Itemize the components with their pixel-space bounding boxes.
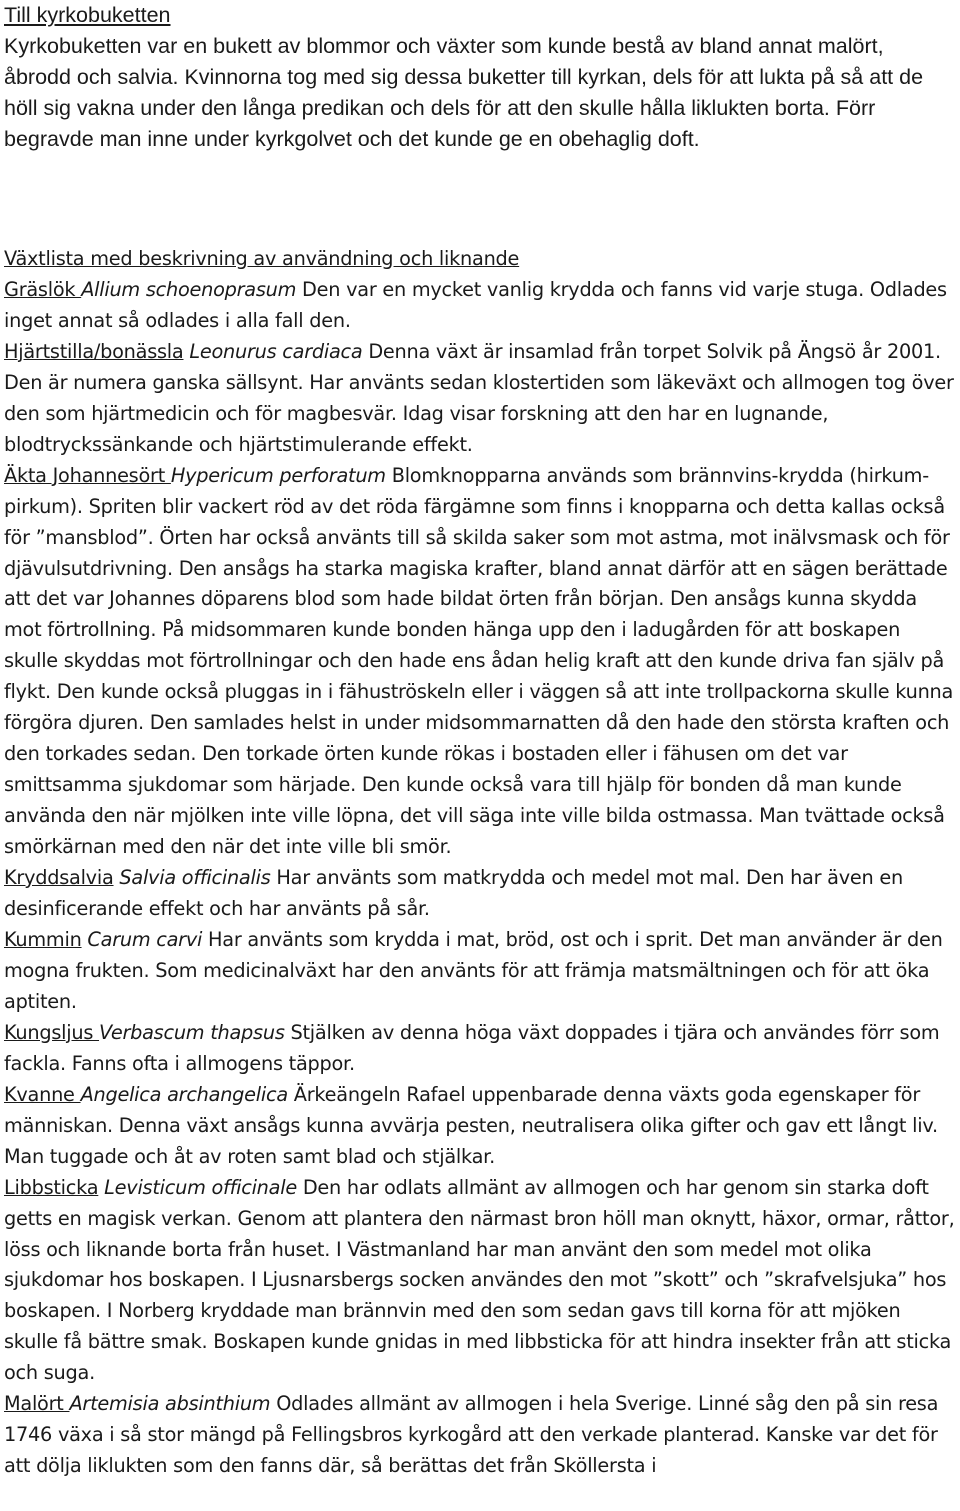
plant-name: Kvanne (4, 1082, 81, 1106)
plant-entry-kungsljus (4, 1018, 956, 1080)
plant-name: Kungsljus (4, 1020, 100, 1044)
plant-name: Äkta Johannesört (4, 463, 171, 487)
plant-entry-libbsticka (4, 1173, 956, 1390)
plant-description: Denna växt är insamlad från torpet Solvik på Ängsö år 2001. Den är numera ganska sällsynt. Har använts sedan klostertiden som läkeväxt och allmogen tog över den som hjärtmedicin och för magbesvär. Idag visar forskning att den har en lugnande, blodtryckssänkande och hjärtstimulerande effekt. (4, 339, 954, 456)
plant-entry-hjartstilla (4, 337, 956, 461)
plant-entry-johannesort (4, 461, 956, 863)
plant-description: Den var en mycket vanlig krydda och fanns vid varje stuga. Odlades inget annat så odlades i alla fall den. (4, 277, 947, 332)
section-heading-plant-list: Växtlista med beskrivning av användning och liknande (4, 247, 520, 270)
plant-description: Har använts som matkrydda och medel mot mal. Den har även en desinficerande effekt och har använts på sår. (4, 866, 903, 921)
plant-latin-name: Verbascum thapsus (99, 1020, 285, 1044)
plant-name: Gräslök (4, 277, 82, 301)
plant-description: Stjälken av denna höga växt doppades i tjära och användes förr som fackla. Fanns ofta i allmogens täppor. (4, 1020, 940, 1075)
plant-description: Har använts som krydda i mat, bröd, ost och i sprit. Det man använder är den mogna frukten. Som medicinalväxt har den använts för att främja matsmältningen och för att öka aptiten. (4, 927, 943, 1013)
kyrkobukett-section (4, 0, 954, 155)
plant-latin-name: Carum carvi (81, 927, 203, 951)
plant-name: Kryddsalvia (4, 866, 114, 890)
plant-latin-name: Angelica archangelica (80, 1082, 288, 1106)
plant-latin-name: Salvia officinalis (113, 866, 271, 890)
plant-name: Hjärtstilla/bonässla (4, 339, 184, 363)
plant-latin-name: Hypericum perforatum (170, 463, 386, 487)
plant-name: Malört (4, 1392, 70, 1416)
plant-entry-kvanne (4, 1080, 956, 1173)
plant-entry-kummin (4, 925, 956, 1018)
plant-name: Kummin (4, 927, 82, 951)
plant-entry-graslok (4, 275, 956, 337)
plant-description: Blomknopparna används som brännvins-krydda (hirkum-pirkum). Spriten blir vackert röd av det röda färgämne som finns i knopparna och detta kallas också för ”mansblod”. Örten har också använts till så skilda saker som mot astma, mot inälvsmask och för djävulsutdrivning. Den ansågs ha starka magiska krafter, bland annat därför att en sägen berättade att det var Johannes döparens blod som hade bildat örten från början. Den ansågs kunna skydda mot förtrollning. På midsommaren kunde bonden hänga upp den i ladugården för att boskapen skulle skyddas mot förtrollningar och den hade ens ådan helig kraft att den kunde driva fan själv på flykt. Den kunde också pluggas in i fähuströskeln eller i väggen så att inte trollpackorna skulle kunna förgöra djuren. Den samlades helst in under midsommarnatten då den hade den största kraften och den torkades sedan. Den torkade örten kunde rökas i bostaden eller i fähusen om det var smittsamma sjukdomar som härjade. Den kunde också vara till hjälp för bonden då man kunde använda den när mjölken inte ville löpna, det vill säga inte ville bilda ostmassa. Man tvättade också smörkärnan med den när det inte ville bli smör. (4, 463, 954, 859)
plant-description: Den har odlats allmänt av allmogen och har genom sin starka doft getts en magisk verkan. Genom att plantera den närmast bron höll man oknytt, häxor, ormar, råttor, löss och liknande borta från huset. I Västmanland har man använt den som medel mot olika sjukdomar hos boskapen. I Ljusnarsbergs socken användes den mot ”skott” och ”skrafvelsjuka” hos boskapen. I Norberg kryddade man brännvin med den som sedan gavs till korna för att mjöken skulle få bättre smak. Boskapen kunde gnidas in med libbsticka för att hindra insekter från att sticka och suga. (4, 1175, 955, 1385)
kyrkobukett-paragraph: Kyrkobuketten var en bukett av blommor och växter som kunde bestå av bland annat malört, åbrodd och salvia. Kvinnorna tog med sig dessa buketter till kyrkan, dels för att lukta på så att de höll sig vakna under den långa predikan och dels för att den skulle hålla liklukten borta. Förr begravde man inne under kyrkgolvet och det kunde ge en obehaglig doft. (4, 34, 924, 151)
plant-description: Ärkeängeln Rafael uppenbarade denna växts goda egenskaper för människan. Denna växt ansågs kunna avvärja pesten, neutralisera olika gifter och gav ett långt liv. Man tuggade och åt av roten samt blad och stjälkar. (4, 1082, 938, 1168)
plant-description: Odlades allmänt av allmogen i hela Sverige. Linné såg den på sin resa 1746 växa i så stor mängd på Fellingsbros kyrkogård att den verkade planterad. Kanske var det för att dölja liklukten som den fanns där, så berättas det från Sköllersta i (4, 1392, 939, 1478)
section-heading-kyrkobuketten: Till kyrkobuketten (4, 3, 171, 27)
plant-latin-name: Leonurus cardiaca (183, 339, 363, 363)
plant-latin-name: Allium schoenoprasum (81, 277, 297, 301)
plant-name: Libbsticka (4, 1175, 99, 1199)
plant-list-section (4, 244, 956, 1482)
plant-latin-name: Levisticum officinale (98, 1175, 297, 1199)
plant-entry-kryddsalvia (4, 863, 956, 925)
plant-latin-name: Artemisia absinthium (69, 1392, 271, 1416)
plant-entry-malort (4, 1389, 956, 1482)
